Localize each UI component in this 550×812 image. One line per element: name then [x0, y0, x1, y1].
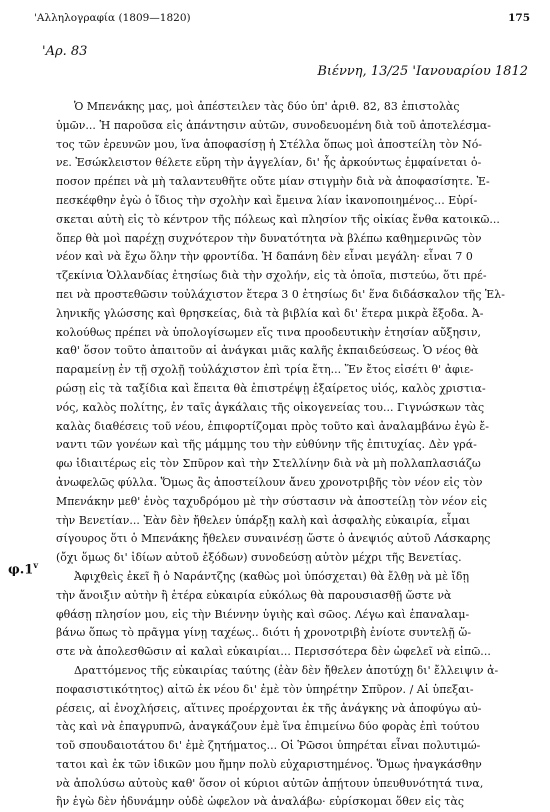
text-line: τοῦ σπουδαιοτάτου δι' ἐμὲ ζητήματος... Οἱ Ῥῶσοι ὑπηρέται εἶναι πολυτιμώ- [56, 739, 481, 753]
letter-body [56, 98, 532, 812]
text-line: καλὰς διαθέσεις τοῦ νέου, ἐπιφορτίζομαι πρὸς τοῦτο καὶ ἀναλαμβάνω ἐγὼ ἔ- [56, 419, 489, 433]
text-line: τζεκίνια Ὁλλανδίας ἐτησίως διὰ τὴν σχολήν, εἰς τὰ ὁποῖα, πιστεύω, ὅτι πρέ- [56, 269, 487, 283]
text-line: Ὁ Μπενάκης μας, μοὶ ἀπέστειλεν τὰς δύο ὑπ' ἀριθ. 82, 83 ἐπιστολὰς [74, 100, 460, 113]
text-line: τὴν Βενετίαν... Ἐὰν δὲν ἤθελεν ὑπάρξῃ καλὴ καὶ ἀσφαλὴς εὐκαιρία, εἶμαι [56, 513, 471, 527]
text-line: Μπενάκην μεθ' ἐνὸς ταχυδρόμου μὲ τὴν σύστασιν νὰ ἀποστείλῃ τὸν νέον εἰς [56, 494, 488, 508]
text-line: τὴν ἄνοιξιν αὐτὴν ἢ ἑτέρα εὐκαιρία εὐκόλως θὰ παρουσιασθῇ ὥστε νὰ [56, 588, 452, 602]
text-line: σίγουρος ὅτι ὁ Μπενάκης ἤθελεν συναινέσῃ ὥστε ὁ ἀνεψιός αὐτοῦ Λάσκαρης [56, 532, 491, 546]
text-line: ὑμῶν... Ἡ παροῦσα εἰς ἀπάντησιν αὐτῶν, συνοδευομένη διὰ τοῦ ἀποτελέσμα- [56, 118, 491, 132]
text-line: φω ἰδιαιτέρως εἰς τὸν Σπῦρον καὶ τὴν Στελλίνην διὰ νὰ μὴ πολλαπλασιάζω [56, 457, 481, 471]
text-line: νέον καὶ νὰ ἔχω ὅλην τὴν φροντίδα. Ἡ δαπάνη δὲν εἶναι μεγάλη· εἶναι 7 0 [56, 250, 473, 264]
text-line: ρώσῃ εἰς τὰ ταξίδια καὶ ἔπειτα θὰ ἐπιστρέψῃ ἐξαίρετος υἱός, καλὸς χριστια- [56, 381, 486, 395]
text-line: ληνικῆς γλώσσης καὶ θρησκείας, διὰ τὰ βιβλία καὶ δι' ἕτερα μικρὰ ἔξοδα. Ἀ- [56, 306, 484, 320]
dateline: Βιέννη, 13/25 'Ιανουαρίου 1812 [317, 64, 528, 79]
text-line: τὰς καὶ νὰ ἐπαγρυπνῶ, ἀναγκάζουν ἐμὲ ἵνα ἐπιμείνω δύο φορὰς ἐπὶ τούτου [56, 720, 480, 734]
text-line: νὰ ἀπολύσω αὐτοὺς καθ' ὅσον οἱ κύριοι αὐτῶν ἀπῄτουν ὑπευθυνότητά τινα, [56, 776, 484, 790]
text-line: τατοι καὶ ἐκ τῶν ἰδικῶν μου ἤμην πολὺ εὐχαριστημένος. Ὅμως ἠναγκάσθην [56, 757, 482, 771]
text-line: στε νὰ ἀπολεσθῶσιν αἱ καλαὶ εὐκαιρίαι... Περισσότερα δὲν ὠφελεῖ νὰ εἰπῶ... [56, 645, 491, 659]
text-line: ἀνωφελῶς φύλλα. Ὅμως ἂς ἀποστείλουν ἄνευ χρονοτριβῆς τὸν νέον εἰς τὸν [56, 475, 483, 489]
text-line: Δραττόμενος τῆς εὐκαιρίας ταύτης (ἐὰν δὲν ἤθελεν ἀποτύχῃ δι' ἔλλειψιν ἀ- [74, 663, 499, 677]
margin-folio-sup: v [33, 560, 38, 570]
text-line: ρέσεις, αἱ ἐνοχλήσεις, αἵτινες προέρχονται ἐκ τῆς ἀνάγκης νὰ ἀποφύγω αὐ- [56, 701, 482, 715]
letter-number: 'Αρ. 83 [42, 44, 88, 59]
running-title: 'Αλληλογραφία (1809—1820) [34, 12, 191, 24]
running-header [34, 12, 530, 28]
text-line: φθάσῃ πλησίον μου, εἰς τὴν Βιέννην ὑγιὴς καὶ σῶος. Λέγω καὶ ἐπαναλαμ- [56, 607, 470, 621]
text-line: νός, καλὸς πολίτης, ἐν ταῖς ἀγκάλαις τῆς οἰκογενείας του... Γιγνώσκων τὰς [56, 400, 485, 414]
text-line: σκεται αὐτὴ εἰς τὸ κέντρον τῆς πόλεως καὶ πλησίον τῆς οἰκίας ἔνθα κατοικῶ... [56, 212, 500, 226]
text-line: ποφασιστικότητος) αἰτῶ ἐκ νέου δι' ἐμὲ τὸν ὑπηρέτην Σπῦρον. / Αἱ ὑπεξαι- [56, 682, 474, 696]
text-line: καθ' ὅσον τοῦτο ἀπαιτοῦν αἱ ἀνάγκαι μιᾶς καλῆς ἐκπαιδεύσεως. Ὁ νέος θὰ [56, 344, 479, 358]
text-line: ναντι τῶν γονέων καὶ τῆς μάμμης του τὴν εὐθύνην τῆς ἐπιτυχίας. Δὲν γρά- [56, 438, 477, 452]
text-line: πει νὰ προστεθῶσιν τοὐλάχιστον ἕτερα 3 0 ἐτησίως δι' ἕνα διδάσκαλον τῆς Ἑλ- [56, 287, 505, 301]
margin-folio-text: φ.1 [8, 562, 34, 578]
text-line: ἣν ἐγὼ δὲν ἠδυνάμην οὐδὲ ὠφελον νὰ ἀναλάβω· εὑρίσκομαι ὅθεν εἰς τὰς [56, 795, 465, 809]
margin-folio-note [8, 560, 38, 577]
page-number: 175 [508, 12, 530, 24]
text-line: κολούθως πρέπει νὰ ὑπολογίσωμεν εἴς τινα προοδευτικὴν ἐτησίαν αὔξησιν, [56, 325, 482, 339]
text-line: παραμείνῃ ἐν τῇ σχολῇ τοὐλάχιστον ἐπὶ τρία ἔτη... Ἕν ἔτος εἰσέτι θ' ἀφιε- [56, 363, 474, 377]
text-line: ποσον πρέπει νὰ μὴ ταλαντευθῆτε οὔτε μίαν στιγμὴν διὰ νὰ ἀποφασίσητε. Ἐ- [56, 175, 490, 189]
text-line: τος τῶν ἐρευνῶν μου, ἵνα ἀποφασίσῃ ἡ Στέλλα ὅπως μοὶ ἀποστείλη τὸν Νό- [56, 137, 483, 151]
text-line: πεσκέφθην ἐγὼ ὁ ἴδιος τὴν σχολὴν καὶ ἔμεινα λίαν ἱκανοποιημένος... Εὑρί- [56, 193, 478, 207]
text-line: Ἀφιχθεὶς ἐκεῖ ἢ ὁ Ναράντζης (καθὼς μοὶ ὑπόσχεται) θὰ ἔλθῃ νὰ μὲ ἴδῃ [74, 569, 470, 583]
text-line: νε. Ἐσώκλειστον θέλετε εὕρη τὴν ἀγγελίαν, δι' ἧς ἀρκούντως ἐμφαίνεται ὁ- [56, 156, 482, 170]
text-line: (ὄχι ὅμως δι' ἰδίων αὐτοῦ ἐξόδων) συνοδεύσῃ αὐτὸν μέχρι τῆς Βενετίας. [56, 551, 462, 565]
text-line: βάνω ὅπως τὸ πρᾶγμα γίνῃ ταχέως.. διότι ἡ χρονοτριβὴ ἐνίοτε συντελῇ ὥ- [56, 626, 472, 640]
text-line: ὅπερ θὰ μοὶ παρέχῃ συχνότερον τὴν δυνατότητα νὰ βλέπω καθημερινῶς τὸν [56, 231, 482, 245]
